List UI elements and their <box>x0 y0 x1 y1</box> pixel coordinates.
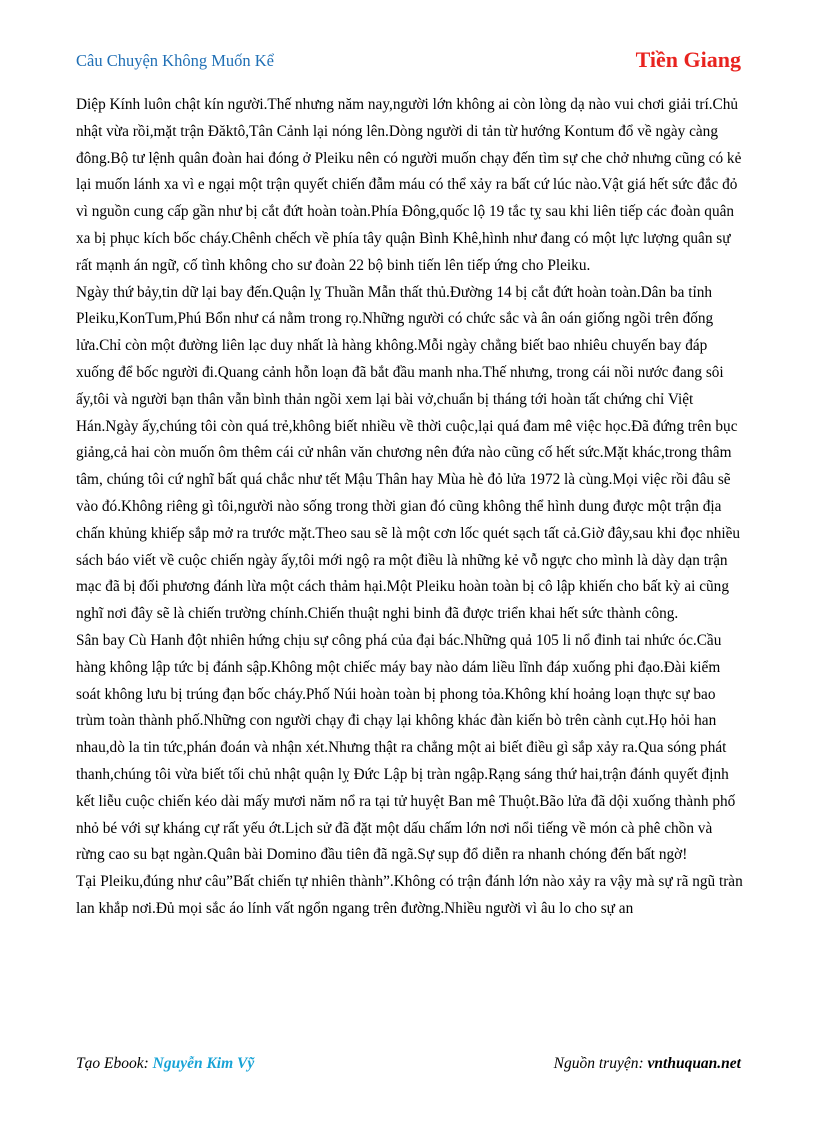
book-title: Câu Chuyện Không Muốn Kể <box>76 51 274 70</box>
paragraph: Tại Pleiku,đúng như câu”Bất chiến tự nhiên thành”.Không có trận đánh lớn nào xảy ra vậy mà sự rã ngũ tràn lan khắp nơi.Đủ mọi sắc áo lính vất ngổn ngang trên đường.Nhiều người vì âu lo cho sự an <box>76 873 743 917</box>
ebook-author: Nguyễn Kim Vỹ <box>152 1055 255 1072</box>
page-body <box>76 92 744 923</box>
source-separator: : <box>638 1055 648 1072</box>
ebook-credit <box>76 1055 254 1073</box>
ebook-separator: : <box>143 1055 153 1072</box>
source-credit <box>554 1055 741 1073</box>
ebook-label: Tạo Ebook <box>76 1055 144 1072</box>
book-author: Tiền Giang <box>635 47 741 72</box>
paragraph: Diệp Kính luôn chật kín người.Thế nhưng năm nay,người lớn không ai còn lòng dạ nào vui chơi giải trí.Chủ nhật vừa rồi,mặt trận Đăktô,Tân Cảnh lại nóng lên.Dòng người di tản từ hướng Kontum đổ về ngày càng đông.Bộ tư lệnh quân đoàn hai đóng ở Pleiku nên có người muốn chạy đến tìm sự che chở nhưng cũng có kẻ lại muốn lánh xa vì e ngại một trận quyết chiến đẫm máu có thể xảy ra bất cứ lúc nào.Vật giá hết sức đắc đỏ vì nguồn cung cấp gần như bị cắt đứt hoàn toàn.Phía Đông,quốc lộ 19 tắc tỵ sau khi liên tiếp các đoàn quân xa bị phục kích bốc cháy.Chênh chếch về phía tây quận Bình Khê,hình như đang có một lực lượng quân sự rất mạnh án ngữ, cố tình không cho sư đoàn 22 bộ binh tiến lên tiếp ứng cho Pleiku. <box>76 96 742 274</box>
paragraph: Ngày thứ bảy,tin dữ lại bay đến.Quận lỵ Thuần Mẫn thất thủ.Đường 14 bị cắt đứt hoàn toàn.Dân ba tỉnh Pleiku,KonTum,Phú Bổn như cá nằm trong rọ.Những người có chức sắc và ân oán giống ngồi trên đống lửa.Chỉ còn một đường liên lạc duy nhất là hàng không.Mỗi ngày chẳng biết bao nhiêu chuyến bay đáp xuống để bốc người đi.Quang cảnh hỗn loạn đã bắt đầu manh nha.Thế nhưng, trong cái nồi nước đang sôi ấy,tôi và người bạn thân vẫn bình thản ngồi xem lại bài vở,chuẩn bị tháng tới hoàn tất chứng chỉ Việt Hán.Ngày ấy,chúng tôi còn quá trẻ,không biết nhiều về thời cuộc,lại quá đam mê việc học.Đã đứng trên bục giảng,cả hai còn muốn ôm thêm cái cử nhân văn chương nên đứa nào cũng cố hết sức.Mặt khác,trong thâm tâm, chúng tôi cứ nghĩ bất quá chắc như tết Mậu Thân hay Mùa hè đỏ lửa 1972 là cùng.Mọi việc rồi đâu sẽ vào đó.Không riêng gì tôi,người nào sống trong thời gian đó cũng không thể hình dung được một trận địa chấn khủng khiếp sắp mở ra trước mặt.Theo sau sẽ là một cơn lốc quét sạch tất cả.Giờ đây,sau khi đọc nhiều sách báo viết về cuộc chiến ngày ấy,tôi mới ngộ ra một điều là những kẻ vỗ ngực cho mình là dày dạn trận mạc đã bị đối phương đánh lừa một cách thảm hại.Một Pleiku hoàn toàn bị cô lập khiến cho bất kỳ ai cũng nghĩ nơi đây sẽ là chiến trường chính.Chiến thuật nghi binh đã được triển khai hết sức thành công. <box>76 283 741 623</box>
paragraph: Sân bay Cù Hanh đột nhiên hứng chịu sự công phá của đại bác.Những quả 105 li nổ đinh tai nhức óc.Cầu hàng không lập tức bị đánh sập.Không một chiếc máy bay nào dám liều lĩnh đáp xuống phi đạo.Đài kiểm soát không lưu bị trúng đạn bốc cháy.Phố Núi hoàn toàn bị phong tỏa.Không khí hoảng loạn thực sự bao trùm toàn thành phố.Những con người chạy đi chạy lại không khác đàn kiến bò trên cành cụt.Họ hỏi han nhau,dò la tin tức,phán đoán và nhận xét.Nhưng thật ra chẳng một ai biết điều gì sắp xảy ra.Qua sóng phát thanh,chúng tôi vừa biết tối chủ nhật quận lỵ Đức Lập bị tràn ngập.Rạng sáng thứ hai,trận đánh quyết định kết liễu cuộc chiến kéo dài mấy mươi năm nổ ra tại tử huyệt Ban mê Thuột.Bão lửa đã dội xuống thành phố nhỏ bé với sự kháng cự rất yếu ớt.Lịch sử đã đặt một dấu chấm lớn nơi nổi tiếng về món cà phê chồn và rừng cao su bạt ngàn.Quân bài Domino đầu tiên đã ngã.Sự sụp đổ diễn ra nhanh chóng đến bất ngờ! <box>76 631 736 864</box>
source-site: vnthuquan.net <box>647 1055 741 1072</box>
source-label: Nguồn truyện <box>553 1055 639 1072</box>
